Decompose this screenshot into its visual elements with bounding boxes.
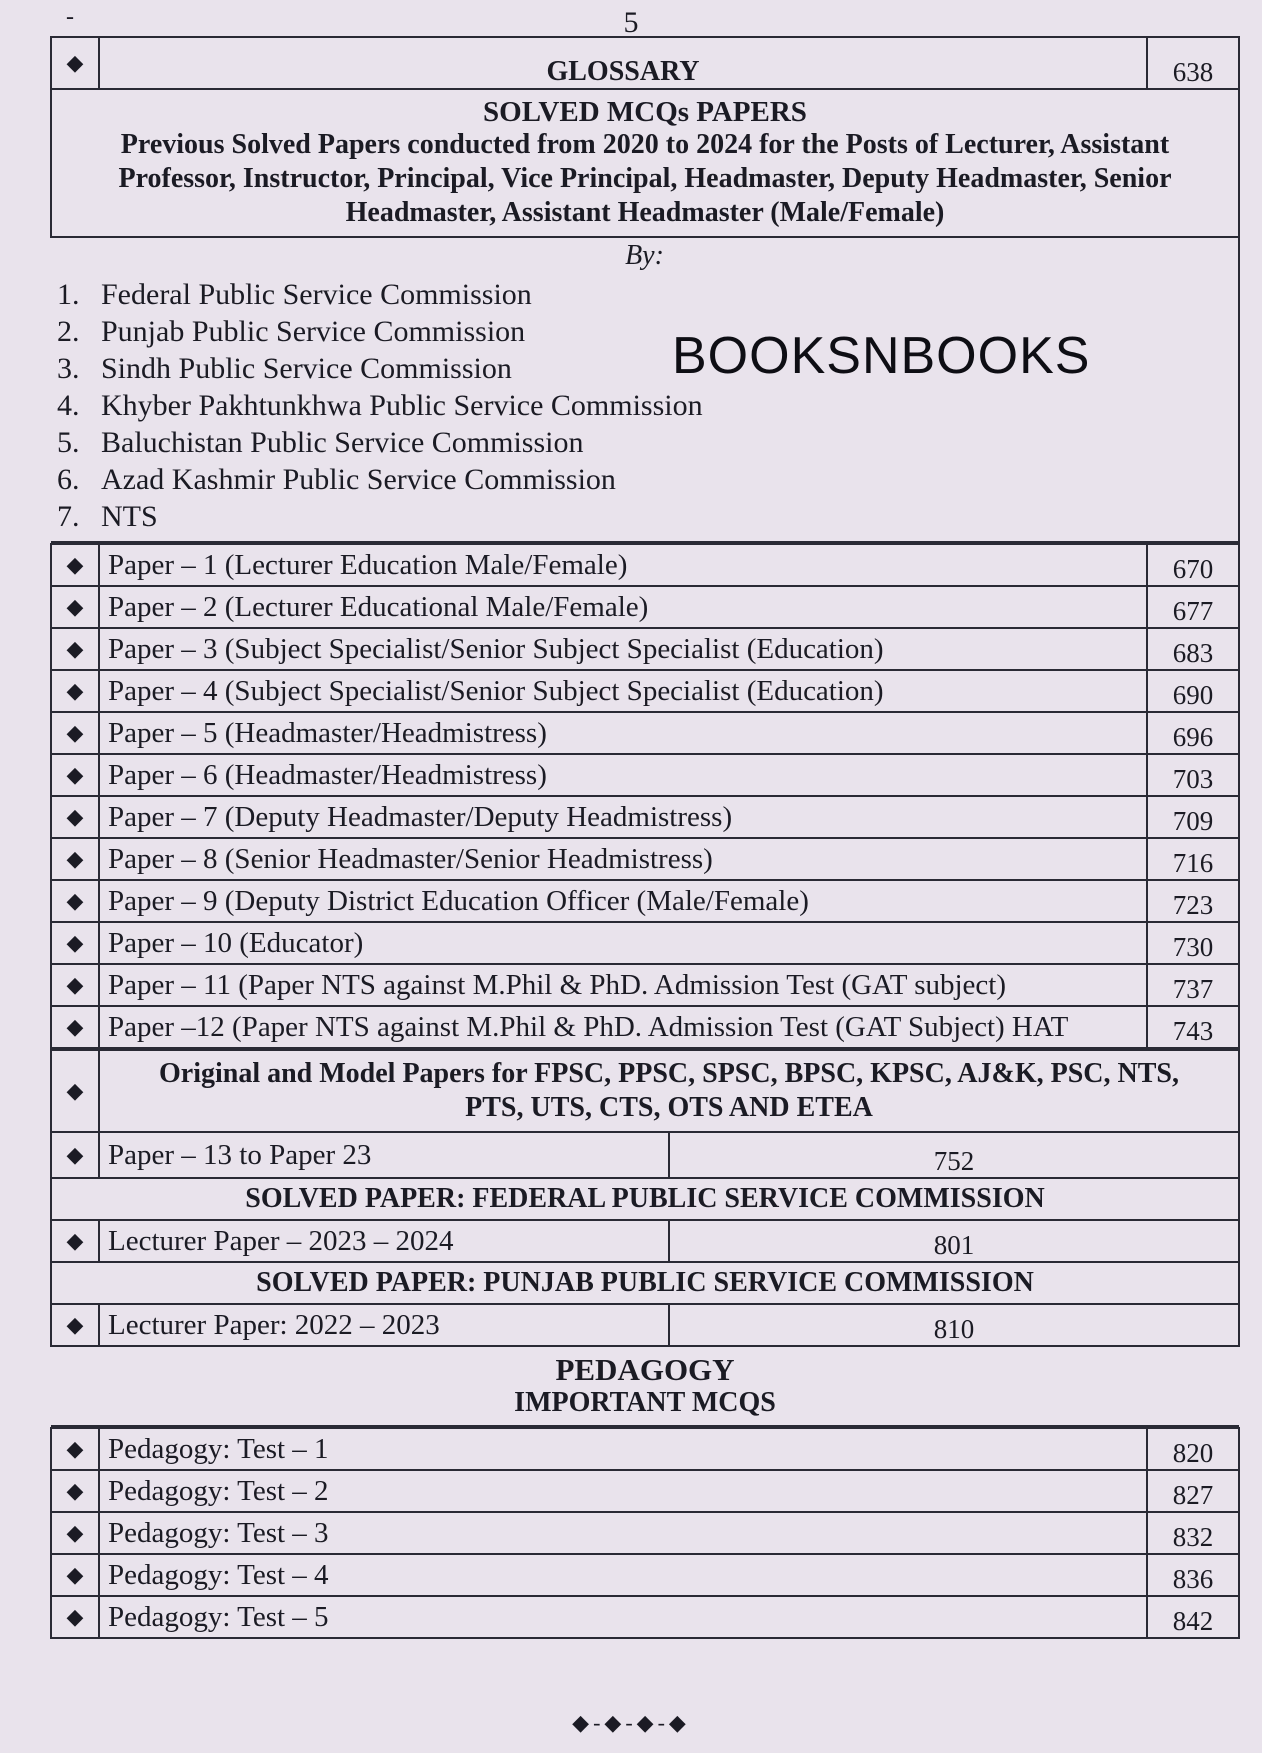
entry-page: 690 [1147,670,1239,712]
original-model-heading-row [51,1050,1239,1132]
glossary-label: GLOSSARY [99,37,1147,89]
by-label: By: [625,240,664,271]
bullet-icon: ◆ [51,37,99,89]
bullet-icon: ◆ [51,964,99,1006]
ppsc-heading-row [51,1262,1239,1304]
commission-number: 7. [57,500,80,533]
original-model-row [51,1132,1239,1178]
bullet-icon: ◆ [51,1512,99,1554]
pedagogy-test-row [51,1470,1239,1512]
entry-title: Paper – 3 (Subject Specialist/Senior Subject Specialist (Education) [99,628,1147,670]
entry-page: 842 [1147,1596,1239,1638]
entry-title: Paper – 2 (Lecturer Educational Male/Female) [99,586,1147,628]
paper-row [51,544,1239,586]
bullet-icon: ◆ [51,1132,99,1178]
paper-row [51,838,1239,880]
commission-item [57,276,1238,313]
entry-page: 709 [1147,796,1239,838]
ppsc-page: 810 [669,1304,1239,1346]
ppsc-row [51,1304,1239,1346]
paper-row [51,670,1239,712]
pedagogy-table [50,1427,1240,1639]
entry-title: Paper – 7 (Deputy Headmaster/Deputy Headmistress) [99,796,1147,838]
original-model-heading: Original and Model Papers for FPSC, PPSC, SPSC, BPSC, KPSC, AJ&K, PSC, NTS, PTS, UTS, CTS, OTS AND ETEA [99,1050,1239,1132]
glossary-row [51,37,1239,89]
bullet-icon: ◆ [51,754,99,796]
paper-row [51,712,1239,754]
bullet-icon: ◆ [51,1554,99,1596]
commission-name: Punjab Public Service Commission [101,315,526,348]
entry-page: 677 [1147,586,1239,628]
paper-row [51,1006,1239,1048]
fpsc-heading: SOLVED PAPER: FEDERAL PUBLIC SERVICE COMMISSION [51,1178,1239,1220]
bullet-icon: ◆ [51,628,99,670]
pedagogy-test-row [51,1554,1239,1596]
entry-title: Paper – 6 (Headmaster/Headmistress) [99,754,1147,796]
entry-page: 832 [1147,1512,1239,1554]
fpsc-entry: Lecturer Paper – 2023 – 2024 [99,1220,669,1262]
fpsc-row [51,1220,1239,1262]
commission-name: Khyber Pakhtunkhwa Public Service Commission [101,389,703,422]
bullet-icon: ◆ [51,880,99,922]
original-model-entry: Paper – 13 to Paper 23 [99,1132,669,1178]
paper-row [51,880,1239,922]
entry-page: 820 [1147,1428,1239,1470]
entry-title: Paper – 1 (Lecturer Education Male/Female) [99,544,1147,586]
entry-page: 716 [1147,838,1239,880]
entry-title: Paper – 11 (Paper NTS against M.Phil & PhD. Admission Test (GAT subject) [99,964,1147,1006]
entry-title: Paper – 5 (Headmaster/Headmistress) [99,712,1147,754]
pedagogy-test-row [51,1596,1239,1638]
paper-row [51,922,1239,964]
bullet-icon: ◆ [51,1428,99,1470]
entry-page: 723 [1147,880,1239,922]
entry-title: Pedagogy: Test – 1 [99,1428,1147,1470]
bullet-icon: ◆ [51,1050,99,1132]
booksnbooks-watermark: BOOKSNBOOKS [672,327,1091,385]
commission-name: Baluchistan Public Service Commission [101,426,584,459]
bullet-icon: ◆ [51,922,99,964]
entry-title: Pedagogy: Test – 4 [99,1554,1147,1596]
entry-title: Pedagogy: Test – 3 [99,1512,1147,1554]
bullet-icon: ◆ [51,670,99,712]
pedagogy-heading-row [51,1346,1239,1426]
ppsc-heading: SOLVED PAPER: PUNJAB PUBLIC SERVICE COMMISSION [51,1262,1239,1304]
commission-number: 3. [57,352,80,385]
paper-row [51,628,1239,670]
paper-row [51,796,1239,838]
entry-page: 696 [1147,712,1239,754]
commission-number: 2. [57,315,80,348]
pedagogy-subheading: IMPORTANT MCQS [514,1387,776,1418]
page-number: 5 [623,6,639,39]
commission-name: Sindh Public Service Commission [101,352,512,385]
commission-name: Federal Public Service Commission [101,278,532,311]
entry-title: Paper – 9 (Deputy District Education Officer (Male/Female) [99,880,1147,922]
entry-page: 730 [1147,922,1239,964]
paper-row [51,586,1239,628]
bullet-icon: ◆ [51,1006,99,1048]
footer-ornament: ◆-◆-◆-◆ [572,1710,690,1735]
entry-page: 670 [1147,544,1239,586]
commission-number: 4. [57,389,80,422]
bullet-icon: ◆ [51,838,99,880]
solved-mcqs-heading: SOLVED MCQs PAPERS [483,96,807,128]
corner-mark: - [66,4,74,30]
commission-list-block [51,237,1239,542]
solved-mcqs-block [51,89,1239,237]
papers-table [50,543,1240,1049]
entry-page: 683 [1147,628,1239,670]
commission-item [57,498,1238,535]
pedagogy-test-row [51,1428,1239,1470]
entry-title: Paper – 10 (Educator) [99,922,1147,964]
entry-page: 743 [1147,1006,1239,1048]
paper-row [51,964,1239,1006]
paper-row [51,754,1239,796]
entry-page: 836 [1147,1554,1239,1596]
entry-title: Paper – 4 (Subject Specialist/Senior Subject Specialist (Education) [99,670,1147,712]
fpsc-page: 801 [669,1220,1239,1262]
bullet-icon: ◆ [51,1304,99,1346]
pedagogy-heading: PEDAGOGY [555,1352,735,1387]
commission-number: 6. [57,463,80,496]
pedagogy-test-row [51,1512,1239,1554]
commission-list [51,272,1238,535]
entry-page: 703 [1147,754,1239,796]
ppsc-entry: Lecturer Paper: 2022 – 2023 [99,1304,669,1346]
commission-item [57,461,1238,498]
bullet-icon: ◆ [51,1596,99,1638]
commission-name: Azad Kashmir Public Service Commission [101,463,616,496]
original-model-page: 752 [669,1132,1239,1178]
bullet-icon: ◆ [51,796,99,838]
entry-title: Pedagogy: Test – 2 [99,1470,1147,1512]
entry-title: Pedagogy: Test – 5 [99,1596,1147,1638]
entry-page: 827 [1147,1470,1239,1512]
bullet-icon: ◆ [51,1470,99,1512]
solved-mcqs-description: Previous Solved Papers conducted from 2020 to 2024 for the Posts of Lecturer, Assistant Professor, Instructor, Principal, Vice Principal, Headmaster, Deputy Headmaster, Senior Headmaster, Assistant Headmaster (Male/Female) [118,129,1172,228]
commission-item [57,387,1238,424]
bullet-icon: ◆ [51,1220,99,1262]
commission-name: NTS [101,500,158,533]
bullet-icon: ◆ [51,544,99,586]
entry-page: 737 [1147,964,1239,1006]
commission-number: 1. [57,278,80,311]
commission-item [57,424,1238,461]
fpsc-heading-row [51,1178,1239,1220]
entry-title: Paper –12 (Paper NTS against M.Phil & PhD. Admission Test (GAT Subject) HAT [99,1006,1147,1048]
bullet-icon: ◆ [51,586,99,628]
entry-title: Paper – 8 (Senior Headmaster/Senior Headmistress) [99,838,1147,880]
bullet-icon: ◆ [51,712,99,754]
glossary-page: 638 [1147,37,1239,89]
commission-number: 5. [57,426,80,459]
contents-table [50,36,1240,1639]
